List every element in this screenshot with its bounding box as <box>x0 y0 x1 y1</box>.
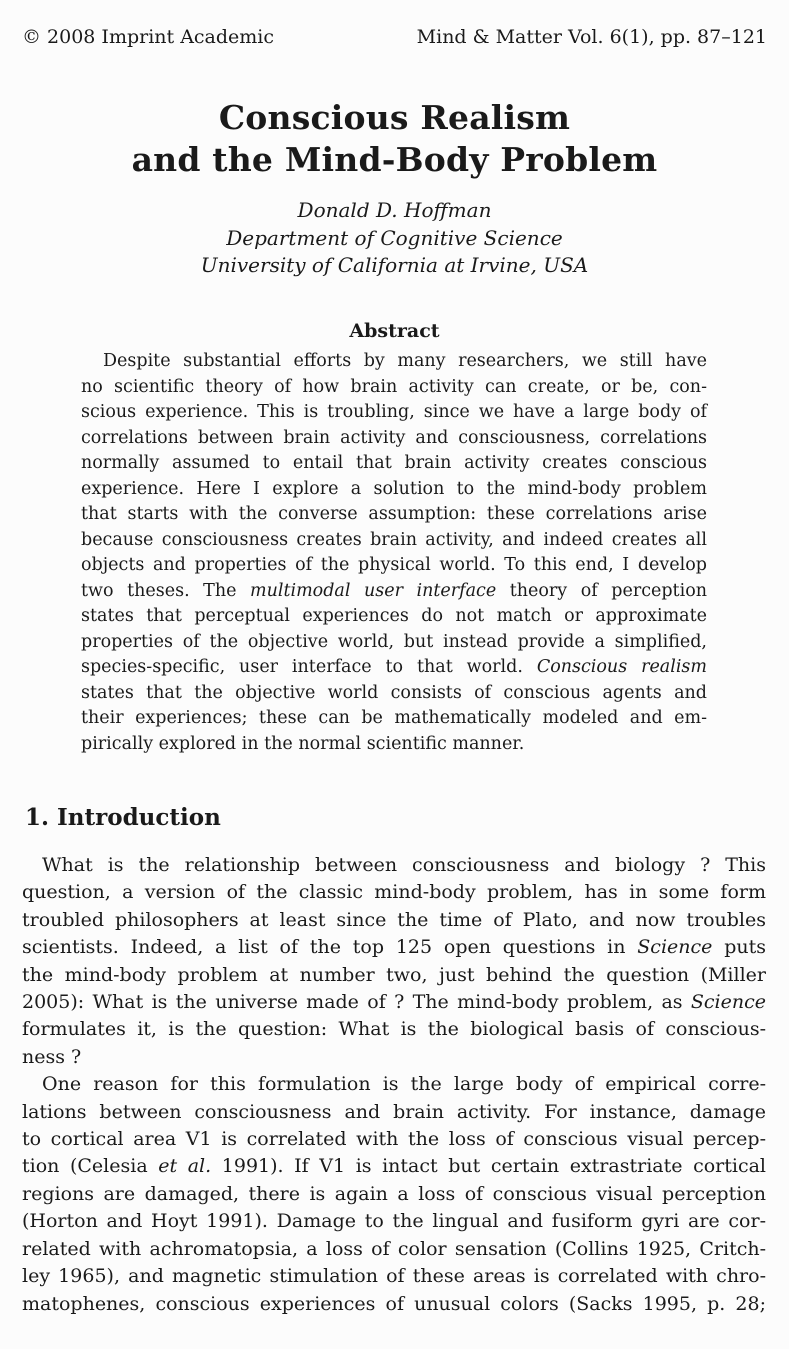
running-head <box>22 26 767 48</box>
paper-title-line-1: Conscious Realism <box>218 98 571 137</box>
text-line: two theses. The multimodal user interface theory of perception <box>81 580 707 601</box>
text-line: to cortical area V1 is correlated with the loss of conscious visual percep- <box>22 1128 766 1151</box>
text-line: states that the objective world consists of conscious agents and <box>81 682 707 703</box>
text-line: matophenes, conscious experiences of unusual colors (Sacks 1995, p. 28; <box>22 1292 766 1315</box>
italic-text: multimodal user interface <box>250 580 497 601</box>
author-block <box>0 197 789 280</box>
text-line: 2005): What is the universe made of ? The mind-body problem, as Science <box>22 991 766 1014</box>
italic-text: et al. <box>158 1155 212 1178</box>
text-line: experience. Here I explore a solution to the mind-body problem <box>81 478 707 499</box>
paper-title <box>0 97 789 181</box>
text-line: scious experience. This is troubling, since we have a large body of <box>81 402 707 422</box>
text-line: species-specific, user interface to that world. Conscious realism <box>81 657 707 677</box>
abstract-body <box>81 349 707 757</box>
text-line: related with achromatopsia, a loss of color sensation (Collins 1925, Critch- <box>22 1237 766 1260</box>
copyright-notice: © 2008 Imprint Academic <box>22 26 275 48</box>
text-line: Despite substantial efforts by many researchers, we still have <box>103 351 707 371</box>
text-line: tion (Celesia et al. 1991). If V1 is intact but certain extrastriate cortical <box>22 1155 766 1178</box>
paper-title-line-2: and the Mind-Body Problem <box>131 140 658 179</box>
text-line: the mind-body problem at number two, just behind the question (Miller <box>22 963 766 986</box>
text-line: pirically explored in the normal scientific manner. <box>81 733 525 754</box>
text-line: ness ? <box>22 1045 82 1068</box>
author-department: Department of Cognitive Science <box>226 225 563 250</box>
italic-text: Science <box>637 936 713 959</box>
text-line: states that perceptual experiences do not match or approximate <box>81 606 707 626</box>
section-heading-introduction: 1. Introduction <box>25 804 221 831</box>
text-line: (Horton and Hoyt 1991). Damage to the lingual and fusiform gyri are cor- <box>22 1210 766 1233</box>
author-name: Donald D. Hoffman <box>297 198 492 222</box>
italic-text: Conscious realism <box>536 657 707 677</box>
text-line: regions are damaged, there is again a loss of conscious visual perception <box>22 1182 766 1205</box>
text-line: ley 1965), and magnetic stimulation of these areas is correlated with chro- <box>22 1265 766 1288</box>
text-line: lations between consciousness and brain activity. For instance, damage <box>22 1100 766 1123</box>
text-line: objects and properties of the physical world. To this end, I develop <box>81 555 707 575</box>
italic-text: Science <box>690 991 766 1014</box>
text-line: formulates it, is the question: What is the biological basis of conscious- <box>22 1018 766 1041</box>
author-university: University of California at Irvine, USA <box>200 253 589 277</box>
abstract-heading: Abstract <box>349 320 440 342</box>
text-line: that starts with the converse assumption: these correlations arise <box>81 504 707 524</box>
intro-paragraph-2 <box>22 1071 766 1318</box>
text-line: One reason for this formulation is the large body of empirical corre- <box>42 1073 766 1096</box>
text-line: correlations between brain activity and consciousness, correlations <box>81 427 707 448</box>
text-line: scientists. Indeed, a list of the top 125 open questions in Science puts <box>22 936 766 959</box>
journal-citation: Mind & Matter Vol. 6(1), pp. 87–121 <box>416 26 767 48</box>
text-line: What is the relationship between consciousness and biology ? This <box>42 854 766 876</box>
text-line: properties of the objective world, but instead provide a simplified, <box>81 631 707 652</box>
text-line: no scientific theory of how brain activity can create, or be, con- <box>81 376 707 397</box>
text-line: their experiences; these can be mathematically modeled and em- <box>81 708 707 728</box>
text-line: question, a version of the classic mind-body problem, has in some form <box>22 881 766 904</box>
intro-paragraph-1 <box>22 852 766 1071</box>
text-line: troubled philosophers at least since the time of Plato, and now troubles <box>22 908 766 931</box>
text-line: normally assumed to entail that brain activity creates conscious <box>81 453 707 473</box>
text-line: because consciousness creates brain activity, and indeed creates all <box>81 529 707 550</box>
introduction-body <box>22 852 766 1318</box>
